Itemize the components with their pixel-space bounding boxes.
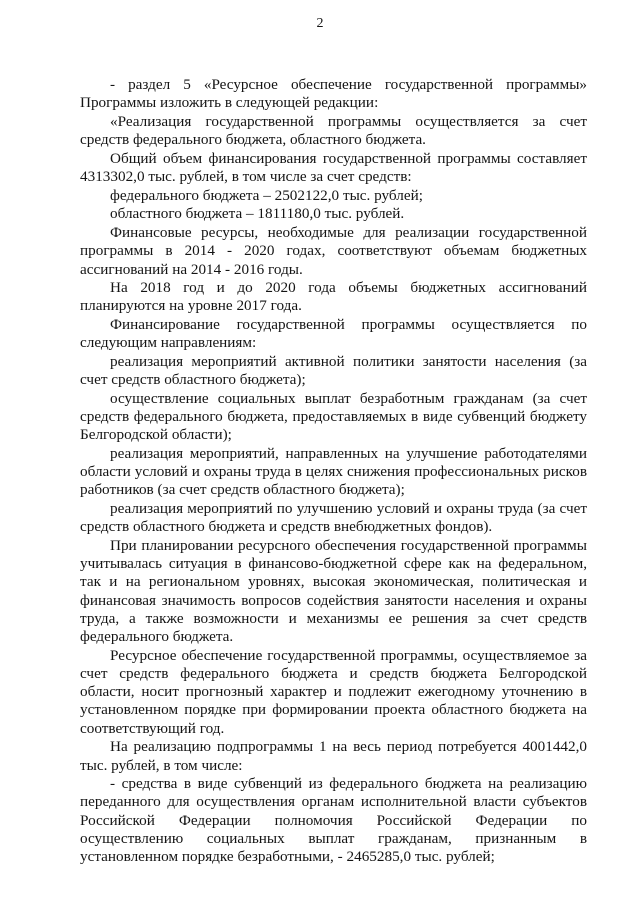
page-number: 2 [316, 16, 324, 31]
paragraph-forecast-nature: Ресурсное обеспечение государственной программы, осуществляемое за счет средств федерального бюджета и средств бюджета Белгородской области, носит прогнозный характер и подлежит ежегодному уточнению в установленном порядке при формировании проекта областного бюджета на соответствующий год. [80, 646, 587, 737]
document-body [80, 76, 587, 866]
paragraph-regional-budget: областного бюджета – 1811180,0 тыс. рублей. [110, 205, 405, 223]
paragraph-2018-2020: На 2018 год и до 2020 года объемы бюджетных ассигнований планируются на уровне 2017 года. [80, 279, 587, 315]
paragraph-planning-considerations: При планировании ресурсного обеспечения государственной программы учитывалась ситуация в финансово-бюджетной сфере как на федеральном, так и на региональном уровнях, высокая экономическая, политическая и финансовая значимость вопросов содействия занятости населения и охраны труда, а также возможности и механизмы ее решения за счет средств федерального бюджета. [80, 537, 587, 646]
paragraph-total-funding: Общий объем финансирования государственной программы составляет 4313302,0 тыс. рублей, в том числе за счет средств: [80, 149, 587, 186]
paragraph-labor-safety: реализация мероприятий по улучшению условий и охраны труда (за счет средств областного бюджета и средств внебюджетных фондов). [80, 500, 587, 536]
paragraph-employer-labor-conditions: реализация мероприятий, направленных на улучшение работодателями области условий и охраны труда в целях снижения профессиональных рисков работников (за счет средств областного бюджета); [80, 445, 587, 499]
paragraph-unemployment-payments: осуществление социальных выплат безработным гражданам (за счет средств федерального бюджета, предоставляемых в виде субвенций бюджету Белгородской области); [80, 389, 587, 444]
paragraph-funding-directions: Финансирование государственной программы осуществляется по следующим направлениям: [80, 316, 587, 352]
paragraph-subprogram-1: На реализацию подпрограммы 1 на весь период потребуется 4001442,0 тыс. рублей, в том числе: [80, 738, 587, 774]
paragraph-employment-policy: реализация мероприятий активной политики занятости населения (за счет средств областного бюджета); [80, 353, 587, 389]
paragraph-financial-resources: Финансовые ресурсы, необходимые для реализации государственной программы в 2014 - 2020 годах, соответствуют объемам бюджетных ассигнований на 2014 - 2016 годы. [80, 224, 587, 278]
paragraph-federal-budget: федерального бюджета – 2502122,0 тыс. рублей; [110, 186, 423, 204]
paragraph-section-5-heading: - раздел 5 «Ресурсное обеспечение государственной программы» Программы изложить в следующей редакции: [80, 76, 587, 112]
paragraph-implementation-sources: «Реализация государственной программы осуществляется за счет средств федерального бюджета, областного бюджета. [80, 112, 587, 149]
paragraph-federal-subventions: - средства в виде субвенций из федерального бюджета на реализацию переданного для осуществления органам исполнительной власти субъектов Российской Федерации полномочия Российской Федерации по осуществлению социальных выплат гражданам, признанным в установленном порядке безработными, - 2465285,0 тыс. рублей; [80, 775, 587, 866]
